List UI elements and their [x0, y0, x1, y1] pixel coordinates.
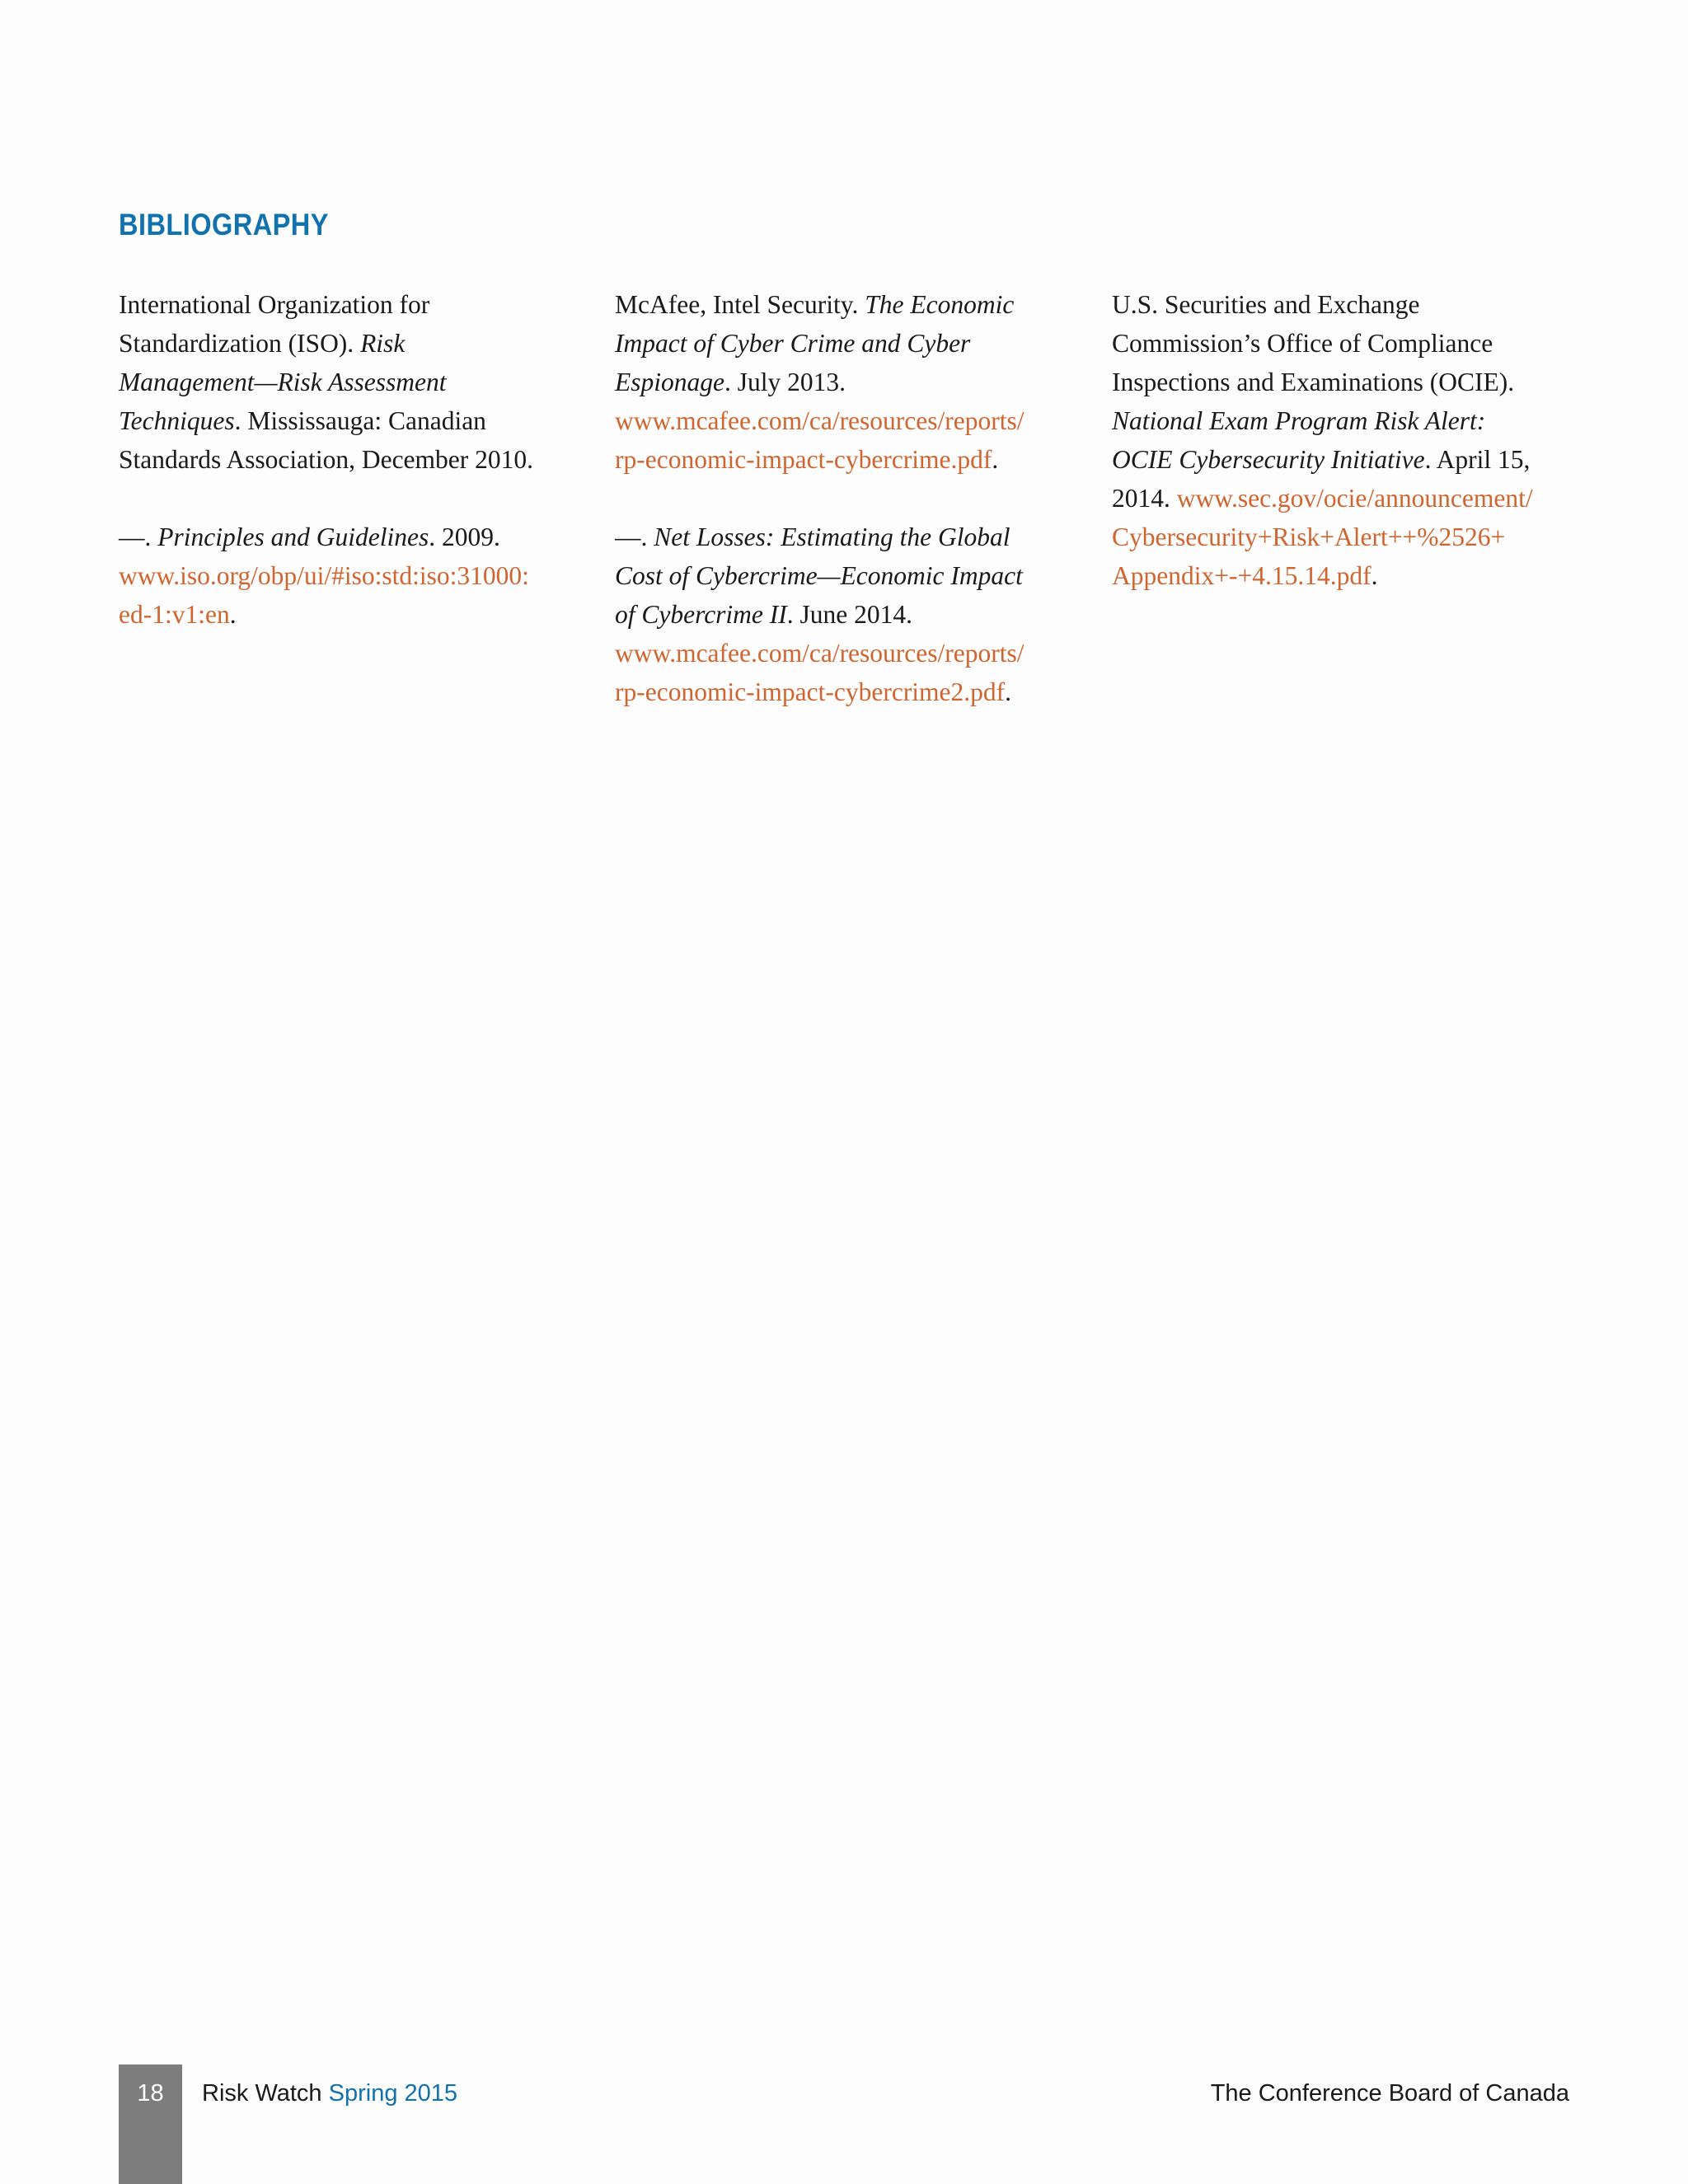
reference-text: . 2009. [429, 523, 500, 551]
bibliography-heading: BIBLIOGRAPHY [119, 208, 329, 241]
reference-text: —. [119, 523, 158, 551]
reference-title: Impact of Cyber Crime and Cyber [615, 329, 971, 358]
reference-title: Cost of Cybercrime—Economic Impact [615, 561, 1023, 590]
reference-title: Management—Risk Assessment [119, 368, 447, 396]
reference-text: —. [615, 523, 654, 551]
reference-link[interactable]: Appendix+-+4.15.14.pdf [1112, 561, 1372, 590]
reference-title: OCIE Cybersecurity Initiative [1112, 445, 1425, 474]
reference-text: . [1005, 677, 1012, 706]
entry-line [119, 324, 533, 363]
entry-line [1112, 479, 1533, 518]
reference-text: Standardization (ISO). [119, 329, 361, 358]
reference-text: . Mississauga: Canadian [234, 406, 486, 435]
reference-text: . [229, 600, 237, 629]
reference-text: Commission’s Office of Compliance [1112, 329, 1493, 358]
entry-line [615, 285, 1024, 324]
reference-text: . [992, 445, 999, 474]
page-number: 18 [137, 2080, 164, 2107]
entry-line [615, 595, 1024, 634]
reference-title: Espionage [615, 368, 724, 396]
entry-line [1112, 363, 1533, 401]
reference-title: The Economic [865, 290, 1015, 319]
reference-text: . July 2013. [724, 368, 846, 396]
entry-line [615, 634, 1024, 673]
entry-line [615, 440, 1024, 479]
reference-link[interactable]: www.mcafee.com/ca/resources/reports/ [615, 639, 1025, 668]
reference-text: 2014. [1112, 484, 1177, 513]
publication-title: Risk Watch [202, 2080, 322, 2107]
entry-line [119, 285, 533, 324]
entry-line [1112, 518, 1533, 556]
reference-text: . April 15, [1424, 445, 1531, 474]
entry-line [119, 401, 533, 440]
entry-line [1112, 285, 1533, 324]
entry-line [615, 363, 1024, 401]
reference-text: Inspections and Examinations (OCIE). [1112, 368, 1515, 396]
reference-text: McAfee, Intel Security. [615, 290, 865, 319]
reference-link[interactable]: rp-economic-impact-cybercrime2.pdf [615, 677, 1006, 706]
reference-link[interactable]: Cybersecurity+Risk+Alert++%2526+ [1112, 523, 1506, 551]
entry-line [119, 518, 533, 556]
bibliography-column-3 [1112, 285, 1533, 634]
reference-link[interactable]: www.sec.gov/ocie/announcement/ [1176, 484, 1533, 513]
reference-text: Standards Association, December 2010. [119, 445, 534, 474]
entry-line [119, 363, 533, 401]
reference-link[interactable]: rp-economic-impact-cybercrime.pdf [615, 445, 992, 474]
reference-text: . [1371, 561, 1378, 590]
entry-line [1112, 440, 1533, 479]
reference-title: Risk [360, 329, 406, 358]
entry-line [1112, 556, 1533, 595]
entry-line [119, 440, 533, 479]
reference-link[interactable]: www.mcafee.com/ca/resources/reports/ [615, 406, 1025, 435]
bibliography-entry [119, 518, 533, 634]
entry-line [615, 673, 1024, 711]
reference-title: Techniques [119, 406, 235, 435]
reference-title: National Exam Program Risk Alert: [1112, 406, 1486, 435]
publication-season: Spring 2015 [328, 2080, 458, 2107]
bibliography-entry [615, 285, 1024, 479]
reference-text: U.S. Securities and Exchange [1112, 290, 1420, 319]
reference-link[interactable]: ed-1:v1:en [119, 600, 230, 629]
entry-line [119, 556, 533, 595]
reference-title: Net Losses: Estimating the Global [654, 523, 1010, 551]
entry-line [1112, 401, 1533, 440]
bibliography-entry [119, 285, 533, 479]
entry-line [1112, 324, 1533, 363]
bibliography-entry [1112, 285, 1533, 595]
entry-line [119, 595, 533, 634]
entry-line [615, 518, 1024, 556]
reference-title: of Cybercrime II [615, 600, 787, 629]
entry-line [615, 556, 1024, 595]
footer-publication [202, 2077, 457, 2110]
bibliography-column-2 [615, 285, 1024, 750]
bibliography-column-1 [119, 285, 533, 673]
reference-title: Principles and Guidelines [157, 523, 429, 551]
reference-text: International Organization for [119, 290, 430, 319]
reference-text: . June 2014. [786, 600, 913, 629]
entry-line [615, 324, 1024, 363]
reference-link[interactable]: www.iso.org/obp/ui/#iso:std:iso:31000: [119, 561, 529, 590]
entry-line [615, 401, 1024, 440]
footer-organization: The Conference Board of Canada [1210, 2080, 1569, 2107]
bibliography-entry [615, 518, 1024, 711]
